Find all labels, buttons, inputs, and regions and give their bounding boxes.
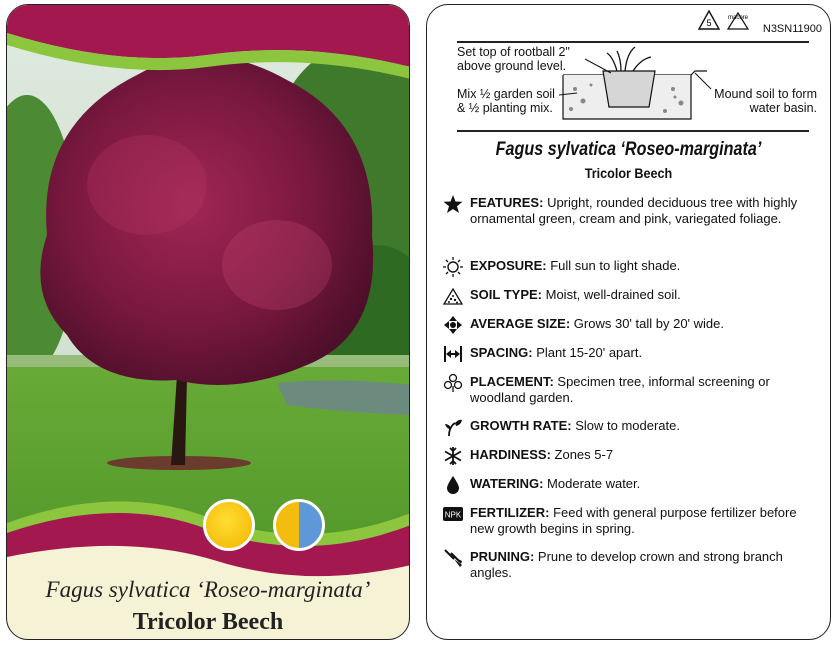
exposure-row	[443, 258, 823, 277]
placement-label: PLACEMENT:	[470, 374, 554, 389]
watering-row	[443, 476, 823, 495]
fertilizer-text: Feed with general purpose fertilizer before new growth begins in spring.	[470, 505, 797, 536]
average-size-label: AVERAGE SIZE:	[470, 316, 571, 331]
spacing-icon	[443, 344, 463, 364]
part-shade-icon	[273, 499, 325, 551]
features-label: FEATURES:	[470, 195, 544, 210]
npk-icon	[443, 504, 463, 524]
fertilizer-label: FERTILIZER:	[470, 505, 550, 520]
growth-rate-label: GROWTH RATE:	[470, 418, 572, 433]
placement-icon	[443, 373, 463, 393]
sun-icon	[443, 257, 463, 277]
fertilizer-row	[443, 505, 823, 537]
product-code: N3SN11900	[762, 23, 822, 35]
hardiness-text: Zones 5-7	[554, 447, 614, 462]
features-row	[443, 195, 823, 227]
pruning-text: Prune to develop crown and strong branch angles.	[470, 549, 783, 580]
macore-logo-icon	[725, 9, 751, 33]
full-sun-icon	[203, 499, 255, 551]
watering-text: Moderate water.	[547, 476, 641, 491]
soil-type-label: SOIL TYPE:	[470, 287, 542, 302]
tree-photo	[7, 5, 410, 585]
front-scientific-name: Fagus sylvatica ‘Roseo-marginata’	[45, 577, 371, 602]
exposure-label: EXPOSURE:	[470, 258, 547, 273]
soil-icon	[443, 286, 463, 306]
average-size-text: Grows 30' tall by 20' wide.	[573, 316, 724, 331]
water-drop-icon	[443, 475, 463, 495]
star-icon	[443, 194, 463, 214]
rootball-note: Set top of rootball 2" above ground level.	[457, 45, 570, 73]
top-divider	[457, 41, 809, 43]
growth-rate-text: Slow to moderate.	[575, 418, 680, 433]
growth-icon	[443, 417, 463, 437]
snowflake-icon	[443, 446, 463, 466]
average-size-row	[443, 316, 823, 335]
features-text: Upright, rounded deciduous tree with highly ornamental green, cream and pink, variegated foliage.	[470, 195, 798, 226]
planting-diagram-icon	[555, 45, 715, 125]
spacing-text: Plant 15-20' apart.	[536, 345, 643, 360]
front-tag	[6, 4, 410, 640]
spacing-row	[443, 345, 823, 364]
soil-mix-note: Mix ½ garden soil & ½ planting mix.	[457, 87, 555, 115]
growth-rate-row	[443, 418, 823, 437]
size-icon	[443, 315, 463, 335]
pruning-label: PRUNING:	[470, 549, 535, 564]
soil-type-text: Moist, well-drained soil.	[545, 287, 681, 302]
placement-row	[443, 374, 823, 406]
exposure-text: Full sun to light shade.	[550, 258, 681, 273]
svg-text:macore: macore	[727, 15, 749, 21]
placement-text: Specimen tree, informal screening or woodland garden.	[470, 374, 770, 405]
spacing-label: SPACING:	[470, 345, 533, 360]
back-scientific-name: Fagus sylvatica ‘Roseo-marginata’	[495, 139, 762, 160]
npk-text: NPK	[444, 510, 462, 520]
recycle-number: 5	[706, 18, 712, 28]
watering-label: WATERING:	[470, 476, 544, 491]
recycle-icon	[697, 9, 721, 33]
back-common-name: Tricolor Beech	[584, 165, 673, 181]
hardiness-row	[443, 447, 823, 466]
back-tag	[426, 4, 831, 640]
mid-divider	[457, 130, 809, 132]
pruning-row	[443, 549, 823, 581]
front-common-name: Tricolor Beech	[132, 609, 284, 635]
pruner-icon	[443, 548, 463, 568]
water-basin-note: Mound soil to form water basin.	[714, 87, 817, 115]
hardiness-label: HARDINESS:	[470, 447, 551, 462]
soil-type-row	[443, 287, 823, 306]
